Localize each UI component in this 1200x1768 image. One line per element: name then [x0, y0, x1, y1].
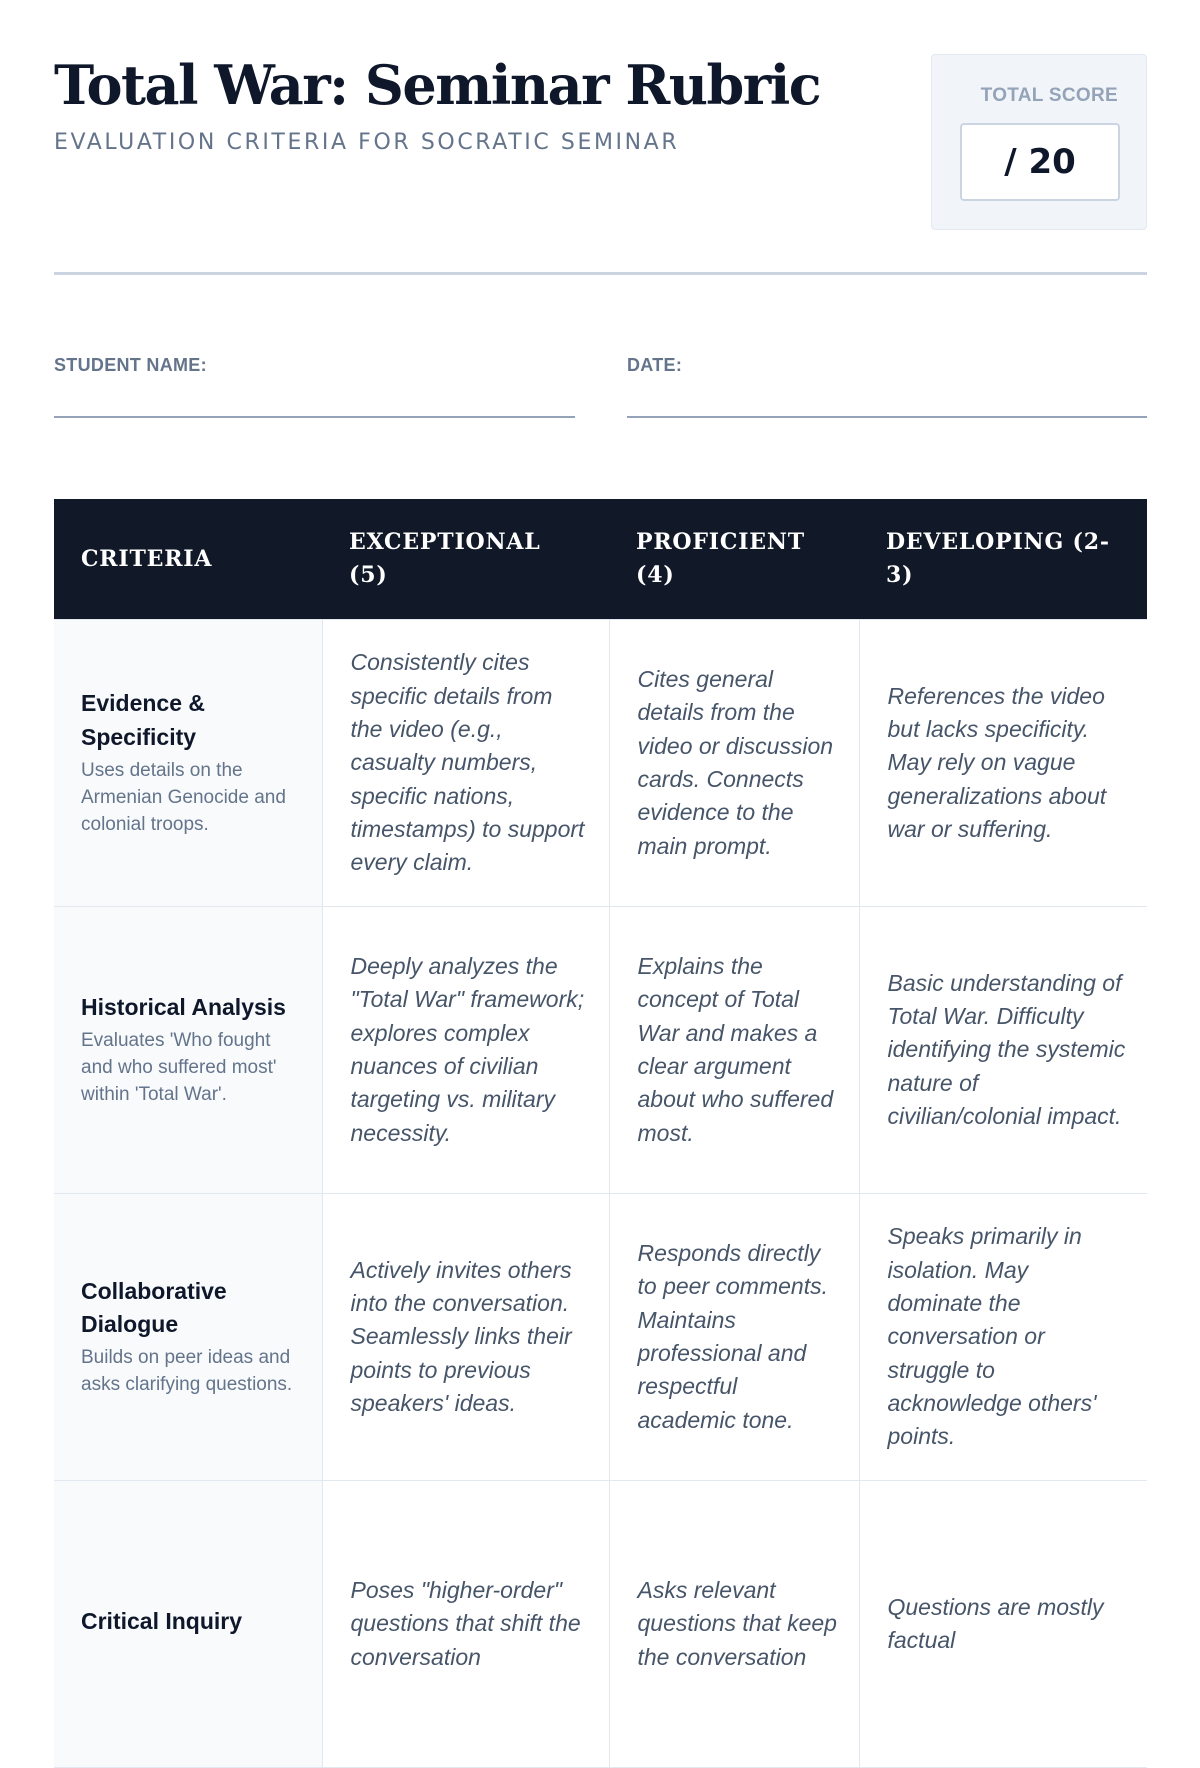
student-info-fields — [54, 275, 1147, 499]
proficient-cell — [609, 907, 859, 1194]
proficient-cell — [609, 1481, 859, 1768]
proficient-cell — [609, 620, 859, 907]
date-line[interactable] — [627, 416, 1147, 418]
rubric-header-row — [54, 499, 1147, 620]
date-field[interactable] — [627, 355, 1147, 418]
total-score-box — [931, 54, 1147, 230]
exceptional-text: Actively invites others into the conversation. Seamlessly links their points to previous speakers' ideas. — [350, 1256, 572, 1417]
exceptional-text: Deeply analyzes the "Total War" framework; explores complex nuances of civilian targeting vs. military necessity. — [350, 952, 585, 1146]
developing-text: Questions are mostly factual — [887, 1593, 1104, 1653]
developing-cell — [859, 1194, 1147, 1481]
criteria-description: Evaluates 'Who fought and who suffered most' within 'Total War'. — [81, 1030, 277, 1106]
column-header-developing: DEVELOPING (2-3) — [859, 499, 1147, 620]
table-row — [54, 1194, 1147, 1481]
column-header-proficient: PROFICIENT (4) — [609, 499, 859, 620]
criteria-cell — [54, 620, 322, 907]
exceptional-cell — [322, 620, 609, 907]
criteria-cell — [54, 1481, 322, 1768]
page-title: Total War: Seminar Rubric — [54, 53, 821, 117]
total-score-label: TOTAL SCORE — [980, 85, 1118, 106]
student-name-label: STUDENT NAME: — [54, 355, 207, 375]
developing-cell — [859, 907, 1147, 1194]
exceptional-cell — [322, 907, 609, 1194]
developing-text: Basic understanding of Total War. Difficulty identifying the systemic nature of civilian/colonial impact. — [887, 969, 1126, 1130]
criteria-name: Evidence & Specificity — [81, 690, 205, 750]
developing-cell — [859, 1481, 1147, 1768]
page-header — [54, 0, 1147, 275]
developing-text: References the video but lacks specificity. May rely on vague generalizations about war or suffering. — [887, 682, 1107, 843]
criteria-description: Uses details on the Armenian Genocide and colonial troops. — [81, 759, 286, 835]
exceptional-text: Consistently cites specific details from the video (e.g., casualty numbers, specific nations, timestamps) to support every claim. — [350, 649, 585, 876]
table-row — [54, 1481, 1147, 1768]
table-row — [54, 907, 1147, 1194]
criteria-name: Historical Analysis — [81, 993, 286, 1020]
table-row — [54, 620, 1147, 907]
student-name-field[interactable] — [54, 355, 575, 418]
criteria-description: Builds on peer ideas and asks clarifying questions. — [81, 1347, 293, 1396]
criteria-cell — [54, 1194, 322, 1481]
total-score-field[interactable]: / 20 — [960, 123, 1120, 201]
criteria-name: Critical Inquiry — [81, 1608, 243, 1635]
column-header-criteria: CRITERIA — [54, 499, 322, 620]
rubric-table — [54, 499, 1147, 1768]
page-subtitle: EVALUATION CRITERIA FOR SOCRATIC SEMINAR — [54, 130, 680, 155]
proficient-text: Responds directly to peer comments. Maintains professional and respectful academic tone. — [637, 1239, 828, 1433]
column-header-exceptional: EXCEPTIONAL (5) — [322, 499, 609, 620]
exceptional-cell — [322, 1194, 609, 1481]
developing-cell — [859, 620, 1147, 907]
proficient-text: Explains the concept of Total War and makes a clear argument about who suffered most. — [637, 952, 834, 1146]
exceptional-cell — [322, 1481, 609, 1768]
proficient-text: Cites general details from the video or discussion cards. Connects evidence to the main prompt. — [637, 665, 834, 859]
criteria-cell — [54, 907, 322, 1194]
proficient-cell — [609, 1194, 859, 1481]
student-name-line[interactable] — [54, 416, 575, 418]
proficient-text: Asks relevant questions that keep the conversation — [637, 1576, 837, 1670]
date-label: DATE: — [627, 355, 683, 375]
rubric-page — [54, 0, 1147, 1768]
exceptional-text: Poses "higher-order" questions that shift the conversation — [350, 1576, 581, 1670]
developing-text: Speaks primarily in isolation. May dominate the conversation or struggle to acknowledge others' points. — [887, 1223, 1097, 1450]
criteria-name: Collaborative Dialogue — [81, 1277, 227, 1338]
